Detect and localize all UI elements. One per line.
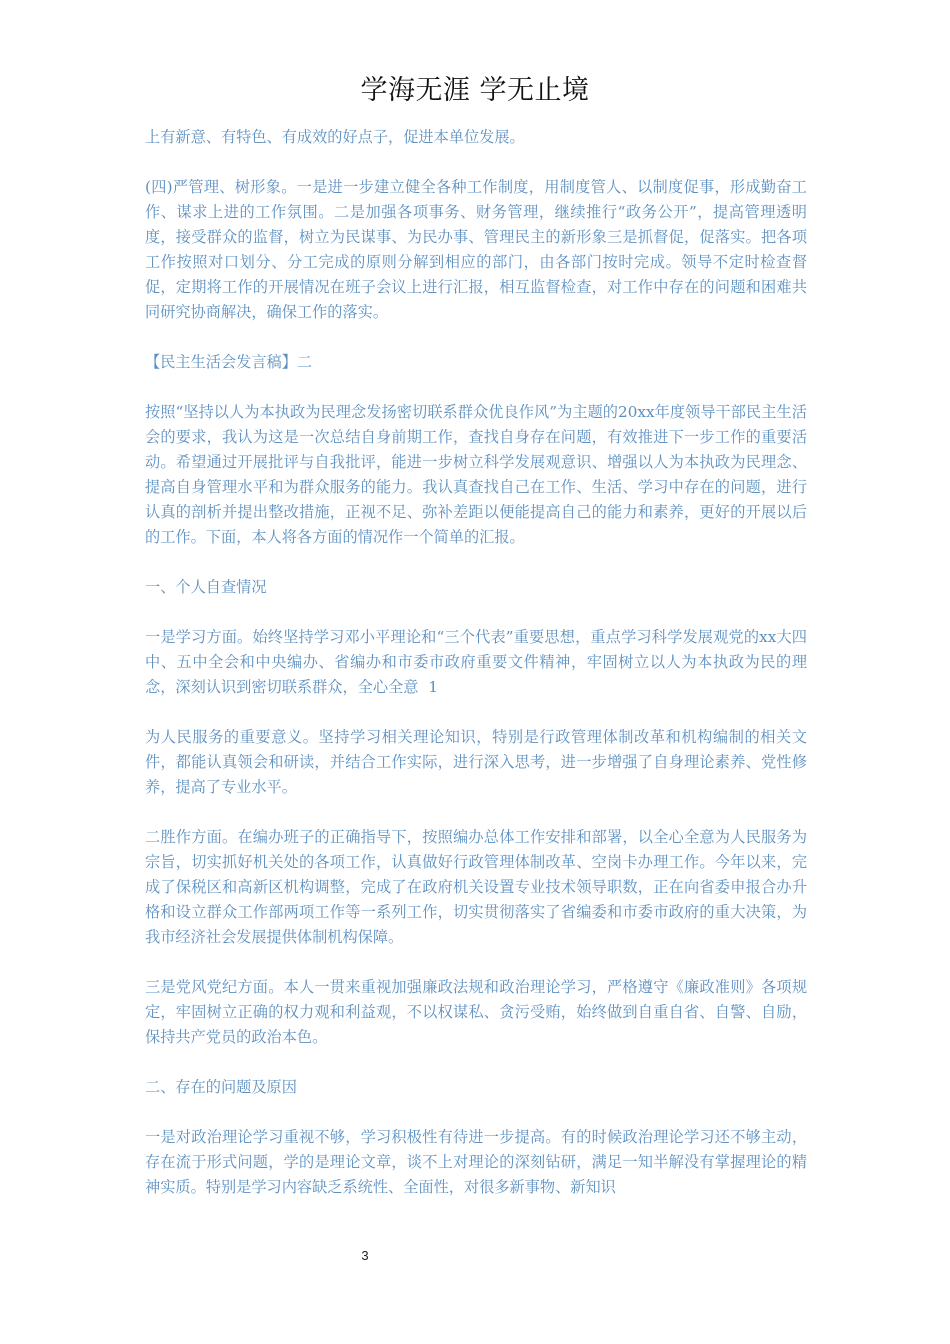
paragraph-text: 一是学习方面。始终坚持学习邓小平理论和“三个代表”重要思想，重点学习科学发展观党的xx大四中、五中全会和中央编办、省编办和市委市政府重要文件精神，牢固树立以人为本执政为民的理念，深刻认识到密切联系群众，全心全意 xyxy=(145,628,807,696)
paragraph: (四)严管理、树形象。一是进一步建立健全各种工作制度，用制度管人、以制度促事，形成勤奋工作、谋求上进的工作氛围。二是加强各项事务、财务管理，继续推行“政务公开”，提高管理透明度，接受群众的监督，树立为民谋事、为民办事、管理民主的新形象三是抓督促，促落实。把各项工作按照对口划分、分工完成的原则分解到相应的部门，由各部门按时完成。领导不定时检查督促，定期将工作的开展情况在班子会议上进行汇报，相互监督检查，对工作中存在的问题和困难共同研究协商解决，确保工作的落实。 xyxy=(145,178,807,321)
inline-page-marker: 1 xyxy=(428,678,439,696)
page-number: 3 xyxy=(361,1248,369,1263)
section-heading: 二、存在的问题及原因 xyxy=(145,1078,297,1096)
document-body xyxy=(145,125,807,1225)
section-heading: 【民主生活会发言稿】二 xyxy=(145,353,313,371)
paragraph: 三是党风党纪方面。本人一贯来重视加强廉政法规和政治理论学习，严格遵守《廉政准则》各项规定，牢固树立正确的权力观和利益观，不以权谋私、贪污受贿，始终做到自重自省、自警、自励，保持共产党员的政治本色。 xyxy=(145,978,807,1046)
page-header-title: 学海无涯 学无止境 xyxy=(360,75,590,106)
paragraph: 二胜作方面。在编办班子的正确指导下，按照编办总体工作安排和部署，以全心全意为人民服务为宗旨，切实抓好机关处的各项工作，认真做好行政管理体制改革、空岗卡办理工作。今年以来，完成了保税区和高新区机构调整，完成了在政府机关设置专业技术领导职数，正在向省委申报合办升格和设立群众工作部两项工作等一系列工作，切实贯彻落实了省编委和市委市政府的重大决策，为我市经济社会发展提供体制机构保障。 xyxy=(145,828,807,946)
section-heading: 一、个人自查情况 xyxy=(145,578,267,596)
paragraph xyxy=(145,625,807,700)
paragraph: 按照“坚持以人为本执政为民理念发扬密切联系群众优良作风”为主题的20xx年度领导干部民主生活会的要求，我认为这是一次总结自身前期工作，查找自身存在问题，有效推进下一步工作的重要活动。希望通过开展批评与自我批评，能进一步树立科学发展观意识、增强以人为本执政为民理念、提高自身管理水平和为群众服务的能力。我认真查找自己在工作、生活、学习中存在的问题，进行认真的剖析并提出整改措施，正视不足、弥补差距以便能提高自己的能力和素养，更好的开展以后的工作。下面，本人将各方面的情况作一个简单的汇报。 xyxy=(145,403,807,546)
paragraph: 为人民服务的重要意义。坚持学习相关理论知识，特别是行政管理体制改革和机构编制的相关文件，都能认真领会和研读，并结合工作实际，进行深入思考，进一步增强了自身理论素养、党性修养，提高了专业水平。 xyxy=(145,728,807,796)
paragraph: 一是对政治理论学习重视不够，学习积极性有待进一步提高。有的时候政治理论学习还不够主动，存在流于形式问题，学的是理论文章，谈不上对理论的深刻钻研，满足一知半解没有掌握理论的精神实质。特别是学习内容缺乏系统性、全面性，对很多新事物、新知识 xyxy=(145,1128,807,1196)
paragraph: 上有新意、有特色、有成效的好点子，促进本单位发展。 xyxy=(145,128,525,146)
